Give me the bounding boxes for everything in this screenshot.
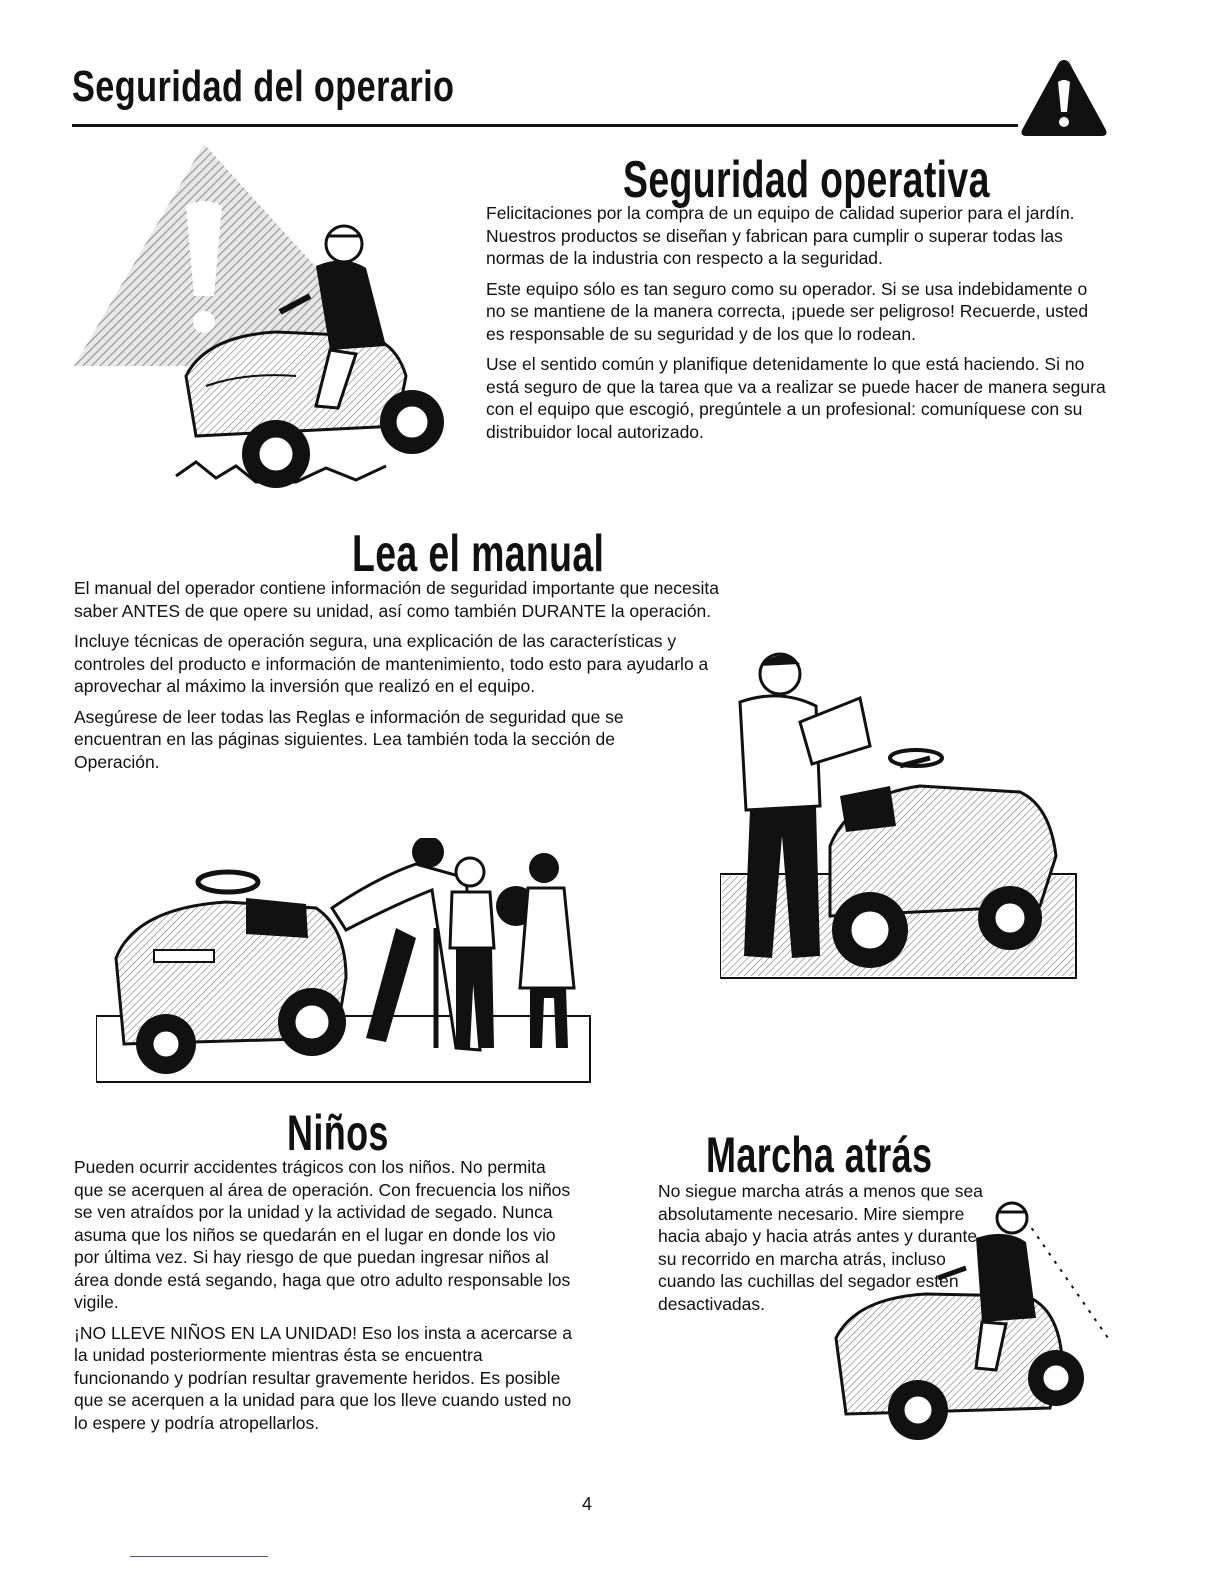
- section-heading-operational-safety: Seguridad operativa: [623, 151, 990, 209]
- footer-divider: [130, 1556, 268, 1557]
- section-heading-reverse: Marcha atrás: [706, 1127, 933, 1183]
- paragraph: [658, 1180, 998, 1315]
- section-heading-children: Niños: [287, 1105, 389, 1161]
- paragraph: Este equipo sólo es tan seguro como su operador. Si se usa indebidamente o no se mantiene de la manera correcta, ¡puede ser peligroso! Recuerde, usted es responsable de su seguridad y de los que lo rodean.: [486, 278, 1089, 344]
- operational-safety-body: [486, 202, 1106, 451]
- man-reading-manual-illustration: [720, 646, 1078, 982]
- paragraph: Felicitaciones por la compra de un equipo de calidad superior para el jardín. Nuestros productos se diseñan y fabrican para cumplir o superar todas las normas de la industria con respecto a la seguridad.: [486, 203, 1075, 268]
- paragraph: Incluye técnicas de operación segura, una explicación de las características y controles del producto e información de mantenimiento, todo esto para ayudarlo a aprovechar al máximo la inversión que realizó en el equipo.: [74, 631, 709, 696]
- page-number: 4: [582, 1494, 593, 1514]
- reverse-body: [658, 1180, 998, 1323]
- mower-rider-warning-illustration: [66, 136, 466, 498]
- paragraph: ¡NO LLEVE NIÑOS EN LA UNIDAD! Eso los insta a acercarse a la unidad posteriormente mientras ésta se encuentra funcionando y podrían resultar gravemente heridos. Es posible que se acerquen a la unidad para que los lleve cuando usted no lo espere y podría atropellarlos.: [74, 1322, 572, 1433]
- page-title: Seguridad del operario: [72, 62, 455, 111]
- read-manual-body: [74, 577, 734, 781]
- adult-with-children-illustration: [96, 838, 592, 1084]
- paragraph: Asegúrese de leer todas las Reglas e información de seguridad que se encuentran en las páginas siguientes. Lea también toda la sección de Operación.: [74, 706, 624, 772]
- paragraph: Use el sentido común y planifique detenidamente lo que está haciendo. Si no está seguro de que la tarea que va a realizar se puede hacer de manera segura con el equipo que escogió, pregúntele a un profesional: comuníquese con su distribuidor local autorizado.: [486, 354, 1106, 442]
- children-body: [74, 1156, 574, 1442]
- paragraph: Pueden ocurrir accidentes trágicos con los niños. No permita que se acerquen al área de operación. Con frecuencia los niños se ven atraídos por la unidad y la actividad de segado. Nunca asuma que los niños se quedarán en el lugar en donde los vio por última vez. Si hay riesgo de que puedan ingresar niños al área donde está segando, haga que otro adulto responsable los vigile.: [74, 1157, 571, 1312]
- warning-triangle-icon: [1018, 56, 1110, 140]
- title-divider: [72, 124, 1018, 127]
- reverse-paragraph-text: No siegue marcha atrás a menos que sea absolutamente necesario. Mire siempre hacia abajo y hacia atrás antes y durante su recorrido en marcha atrás, incluso cuando las cuchillas del segador estén desactivadas.: [658, 1181, 983, 1314]
- section-heading-read-manual: Lea el manual: [352, 525, 605, 583]
- paragraph: El manual del operador contiene información de seguridad importante que necesita saber ANTES de que opere su unidad, así como también DURANTE la operación.: [74, 578, 719, 621]
